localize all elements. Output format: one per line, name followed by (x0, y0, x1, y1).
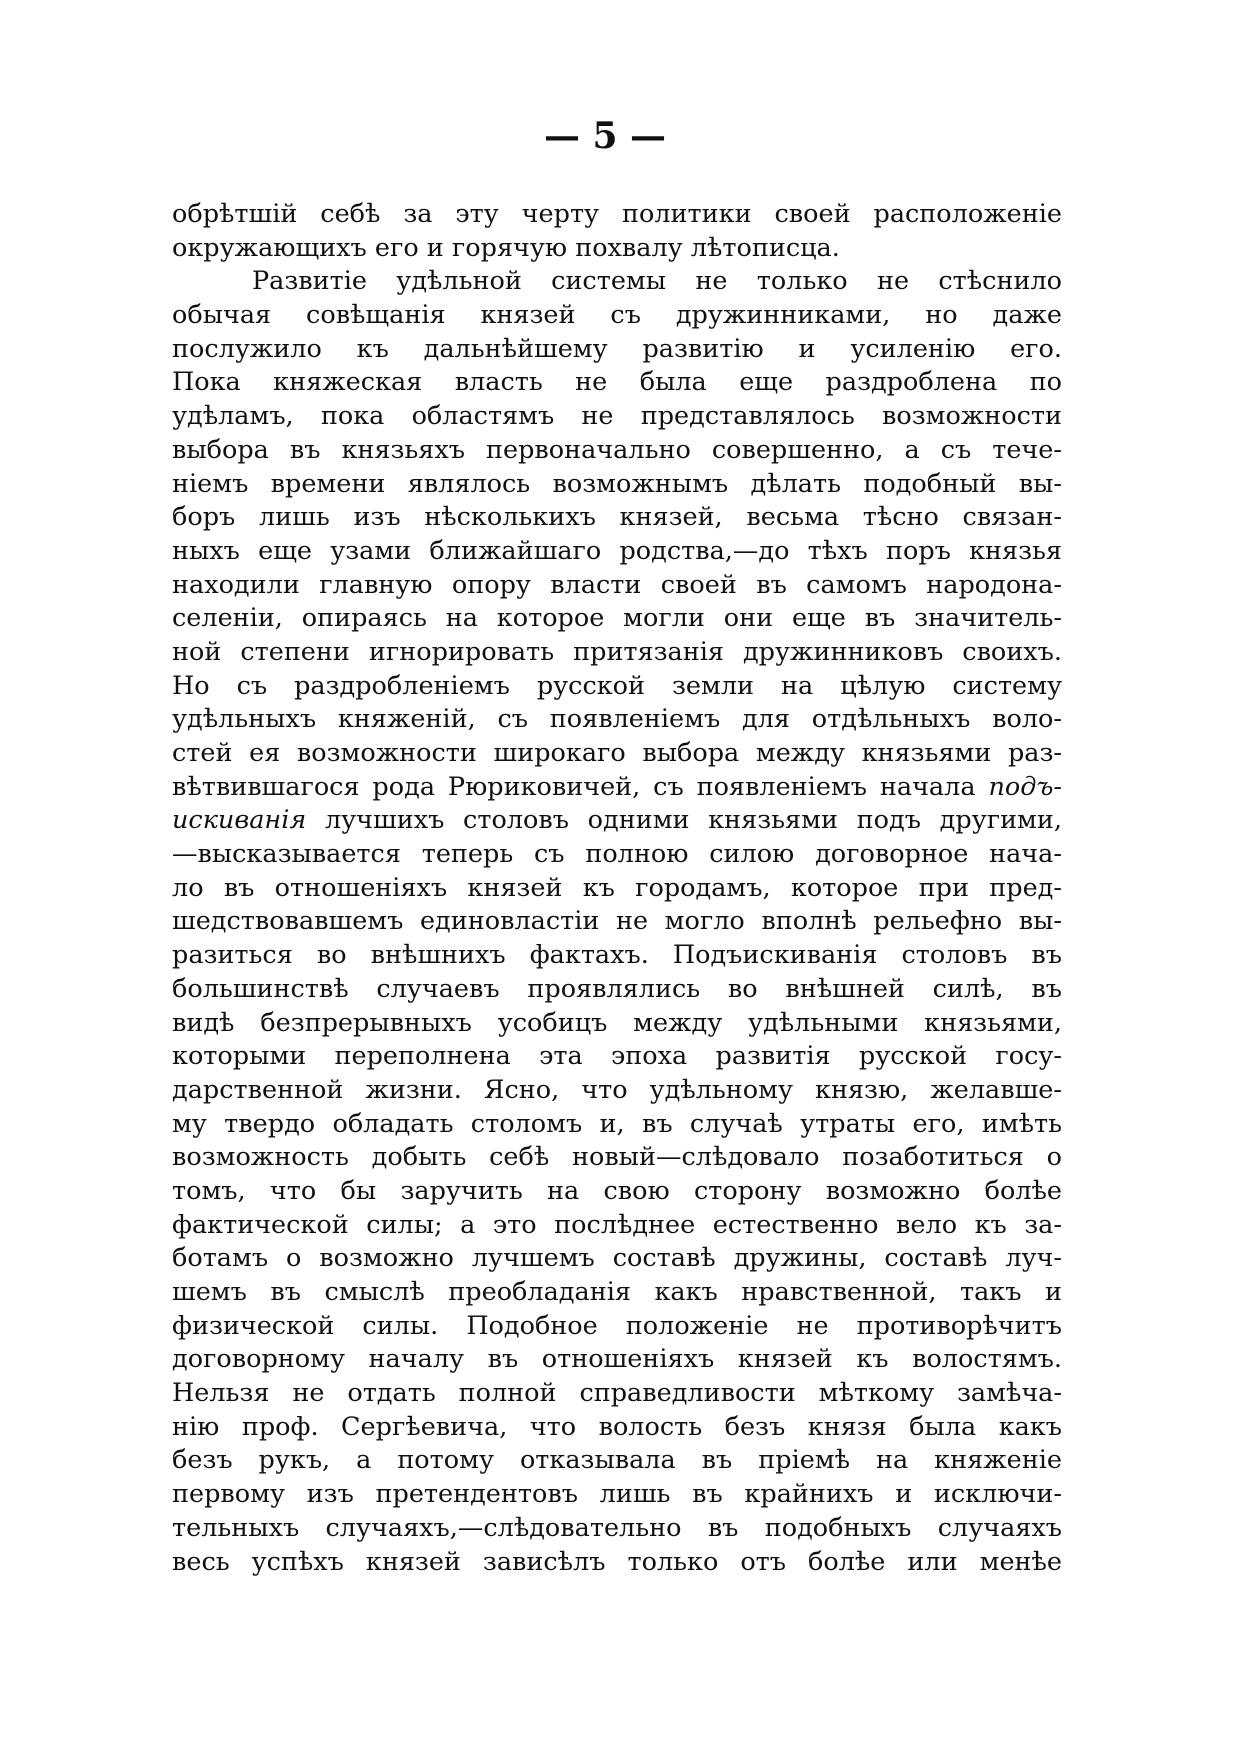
text-line (172, 636, 1062, 670)
line-text: обычая совѣщанія князей съ дружинниками, но даже (172, 300, 1062, 331)
line-text: дарственной жизни. Ясно, что удѣльному князю, желавше- (172, 1074, 1062, 1105)
line-text: Нельзя не отдать полной справедливости мѣткому замѣча- (172, 1378, 1062, 1409)
text-line (172, 602, 1062, 636)
italic-text: подъ- (988, 771, 1062, 802)
line-text: стей ея возможности широкаго выбора между князьями раз- (172, 738, 1062, 768)
text-line (172, 838, 1062, 872)
text-line (172, 1040, 1062, 1074)
line-text: возможность добыть себѣ новый—слѣдовало позаботиться о (172, 1142, 1062, 1173)
line-text: разиться во внѣшнихъ фактахъ. Подъискиванія столовъ въ (172, 940, 1062, 971)
text-line (172, 1377, 1062, 1411)
line-text: которыми переполнена эта эпоха развитія русской госу- (172, 1041, 1062, 1072)
line-text: находили главную опору власти своей въ самомъ народона- (172, 569, 1062, 600)
text-line (172, 299, 1062, 333)
text-line (172, 771, 1062, 805)
text-line (172, 1546, 1062, 1580)
text-line (172, 265, 1062, 299)
text-line (172, 1141, 1062, 1175)
line-text: шемъ въ смыслѣ преобладанія какъ нравственной, такъ и (172, 1277, 1062, 1307)
text-line (172, 1343, 1062, 1377)
line-text: окружающихъ его и горячую похвалу лѣтописца. (172, 232, 840, 263)
line-text: обрѣтшій себѣ за эту черту политики своей расположеніе (172, 199, 1062, 229)
line-text: ныхъ еще узами ближайшаго родства,—до тѣхъ поръ князья (172, 535, 1062, 566)
text-line (172, 939, 1062, 973)
line-text: —высказывается теперь съ полною силою договорное нача- (172, 839, 1062, 870)
line-text: первому изъ претендентовъ лишь въ крайнихъ и исключи- (172, 1479, 1062, 1510)
line-text: договорному началу въ отношеніяхъ князей къ волостямъ. (172, 1344, 1062, 1375)
text-line (172, 1276, 1062, 1310)
line-text: безъ рукъ, а потому отказывала въ пріемѣ на княженіе (172, 1445, 1062, 1476)
line-text: селеніи, опираясь на которое могли они еще въ значитель- (172, 603, 1062, 634)
text-line (172, 670, 1062, 704)
line-text: шедствовавшемъ единовластіи не могло вполнѣ рельефно вы- (172, 906, 1062, 937)
text-line (172, 1478, 1062, 1512)
text-line (172, 973, 1062, 1007)
line-text: ніемъ времени являлось возможнымъ дѣлать подобный вы- (172, 468, 1062, 499)
text-line (172, 535, 1062, 569)
italic-text: искиванія (172, 805, 307, 836)
text-line (172, 569, 1062, 603)
text-line (172, 1411, 1062, 1445)
line-text: Но съ раздробленіемъ русской земли на цѣлую систему (172, 670, 1062, 701)
line-text: Пока княжеская власть не была еще раздроблена по (172, 367, 1062, 398)
line-text: послужило къ дальнѣйшему развитію и усиленію его. (172, 333, 1062, 364)
line-text: тельныхъ случаяхъ,—слѣдовательно въ подобныхъ случаяхъ (172, 1512, 1062, 1543)
text-line (172, 1310, 1062, 1344)
line-text: Развитіе удѣльной системы не только не стѣснило (252, 266, 1062, 297)
text-line (172, 366, 1062, 400)
line-text: физической силы. Подобное положеніе не противорѣчитъ (172, 1310, 1062, 1341)
text-line (172, 1242, 1062, 1276)
text-line (172, 434, 1062, 468)
text-line (172, 905, 1062, 939)
text-line (172, 501, 1062, 535)
line-text: фактической силы; а это послѣднее естественно вело къ за- (172, 1209, 1062, 1240)
line-text: ботамъ о возможно лучшемъ составѣ дружины, составѣ луч- (172, 1243, 1062, 1274)
line-text: му твердо обладать столомъ и, въ случаѣ утраты его, имѣть (172, 1108, 1062, 1139)
text-line (172, 232, 1062, 266)
text-line (172, 1108, 1062, 1142)
page-number: — 5 — (543, 115, 667, 157)
line-text: большинствѣ случаевъ проявлялись во внѣшней силѣ, въ (172, 973, 1062, 1004)
line-text: удѣльныхъ княженій, съ появленіемъ для отдѣльныхъ воло- (172, 704, 1062, 735)
line-text: вѣтвившагося рода Рюриковичей, съ появленіемъ начала (172, 771, 989, 802)
text-line (172, 1209, 1062, 1243)
text-line (172, 1074, 1062, 1108)
text-line (172, 872, 1062, 906)
line-text: боръ лишь изъ нѣсколькихъ князей, весьма тѣсно связан- (172, 502, 1062, 533)
body-text (172, 198, 1062, 1579)
text-line (172, 703, 1062, 737)
text-line (172, 400, 1062, 434)
line-text: лучшихъ столовъ одними князьями подъ другими, (306, 805, 1062, 836)
line-text: ной степени игнорировать притязанія дружинниковъ своихъ. (172, 636, 1062, 667)
line-text: нію проф. Сергѣевича, что волость безъ князя была какъ (172, 1411, 1062, 1442)
text-line (172, 1444, 1062, 1478)
text-line (172, 198, 1062, 232)
line-text: выбора въ князьяхъ первоначально совершенно, а съ тече- (172, 434, 1062, 465)
text-line (172, 737, 1062, 771)
text-line (172, 1512, 1062, 1546)
line-text: ло въ отношеніяхъ князей къ городамъ, которое при пред- (172, 872, 1062, 903)
text-line (172, 468, 1062, 502)
line-text: удѣламъ, пока областямъ не представлялось возможности (172, 401, 1062, 432)
text-line (172, 804, 1062, 838)
text-line (172, 333, 1062, 367)
line-text: весь успѣхъ князей зависѣлъ только отъ болѣе или менѣе (172, 1546, 1062, 1577)
text-line (172, 1175, 1062, 1209)
text-line (172, 1007, 1062, 1041)
line-text: томъ, что бы заручить на свою сторону возможно болѣе (172, 1175, 1062, 1206)
line-text: видѣ безпрерывныхъ усобицъ между удѣльными князьями, (172, 1007, 1062, 1038)
